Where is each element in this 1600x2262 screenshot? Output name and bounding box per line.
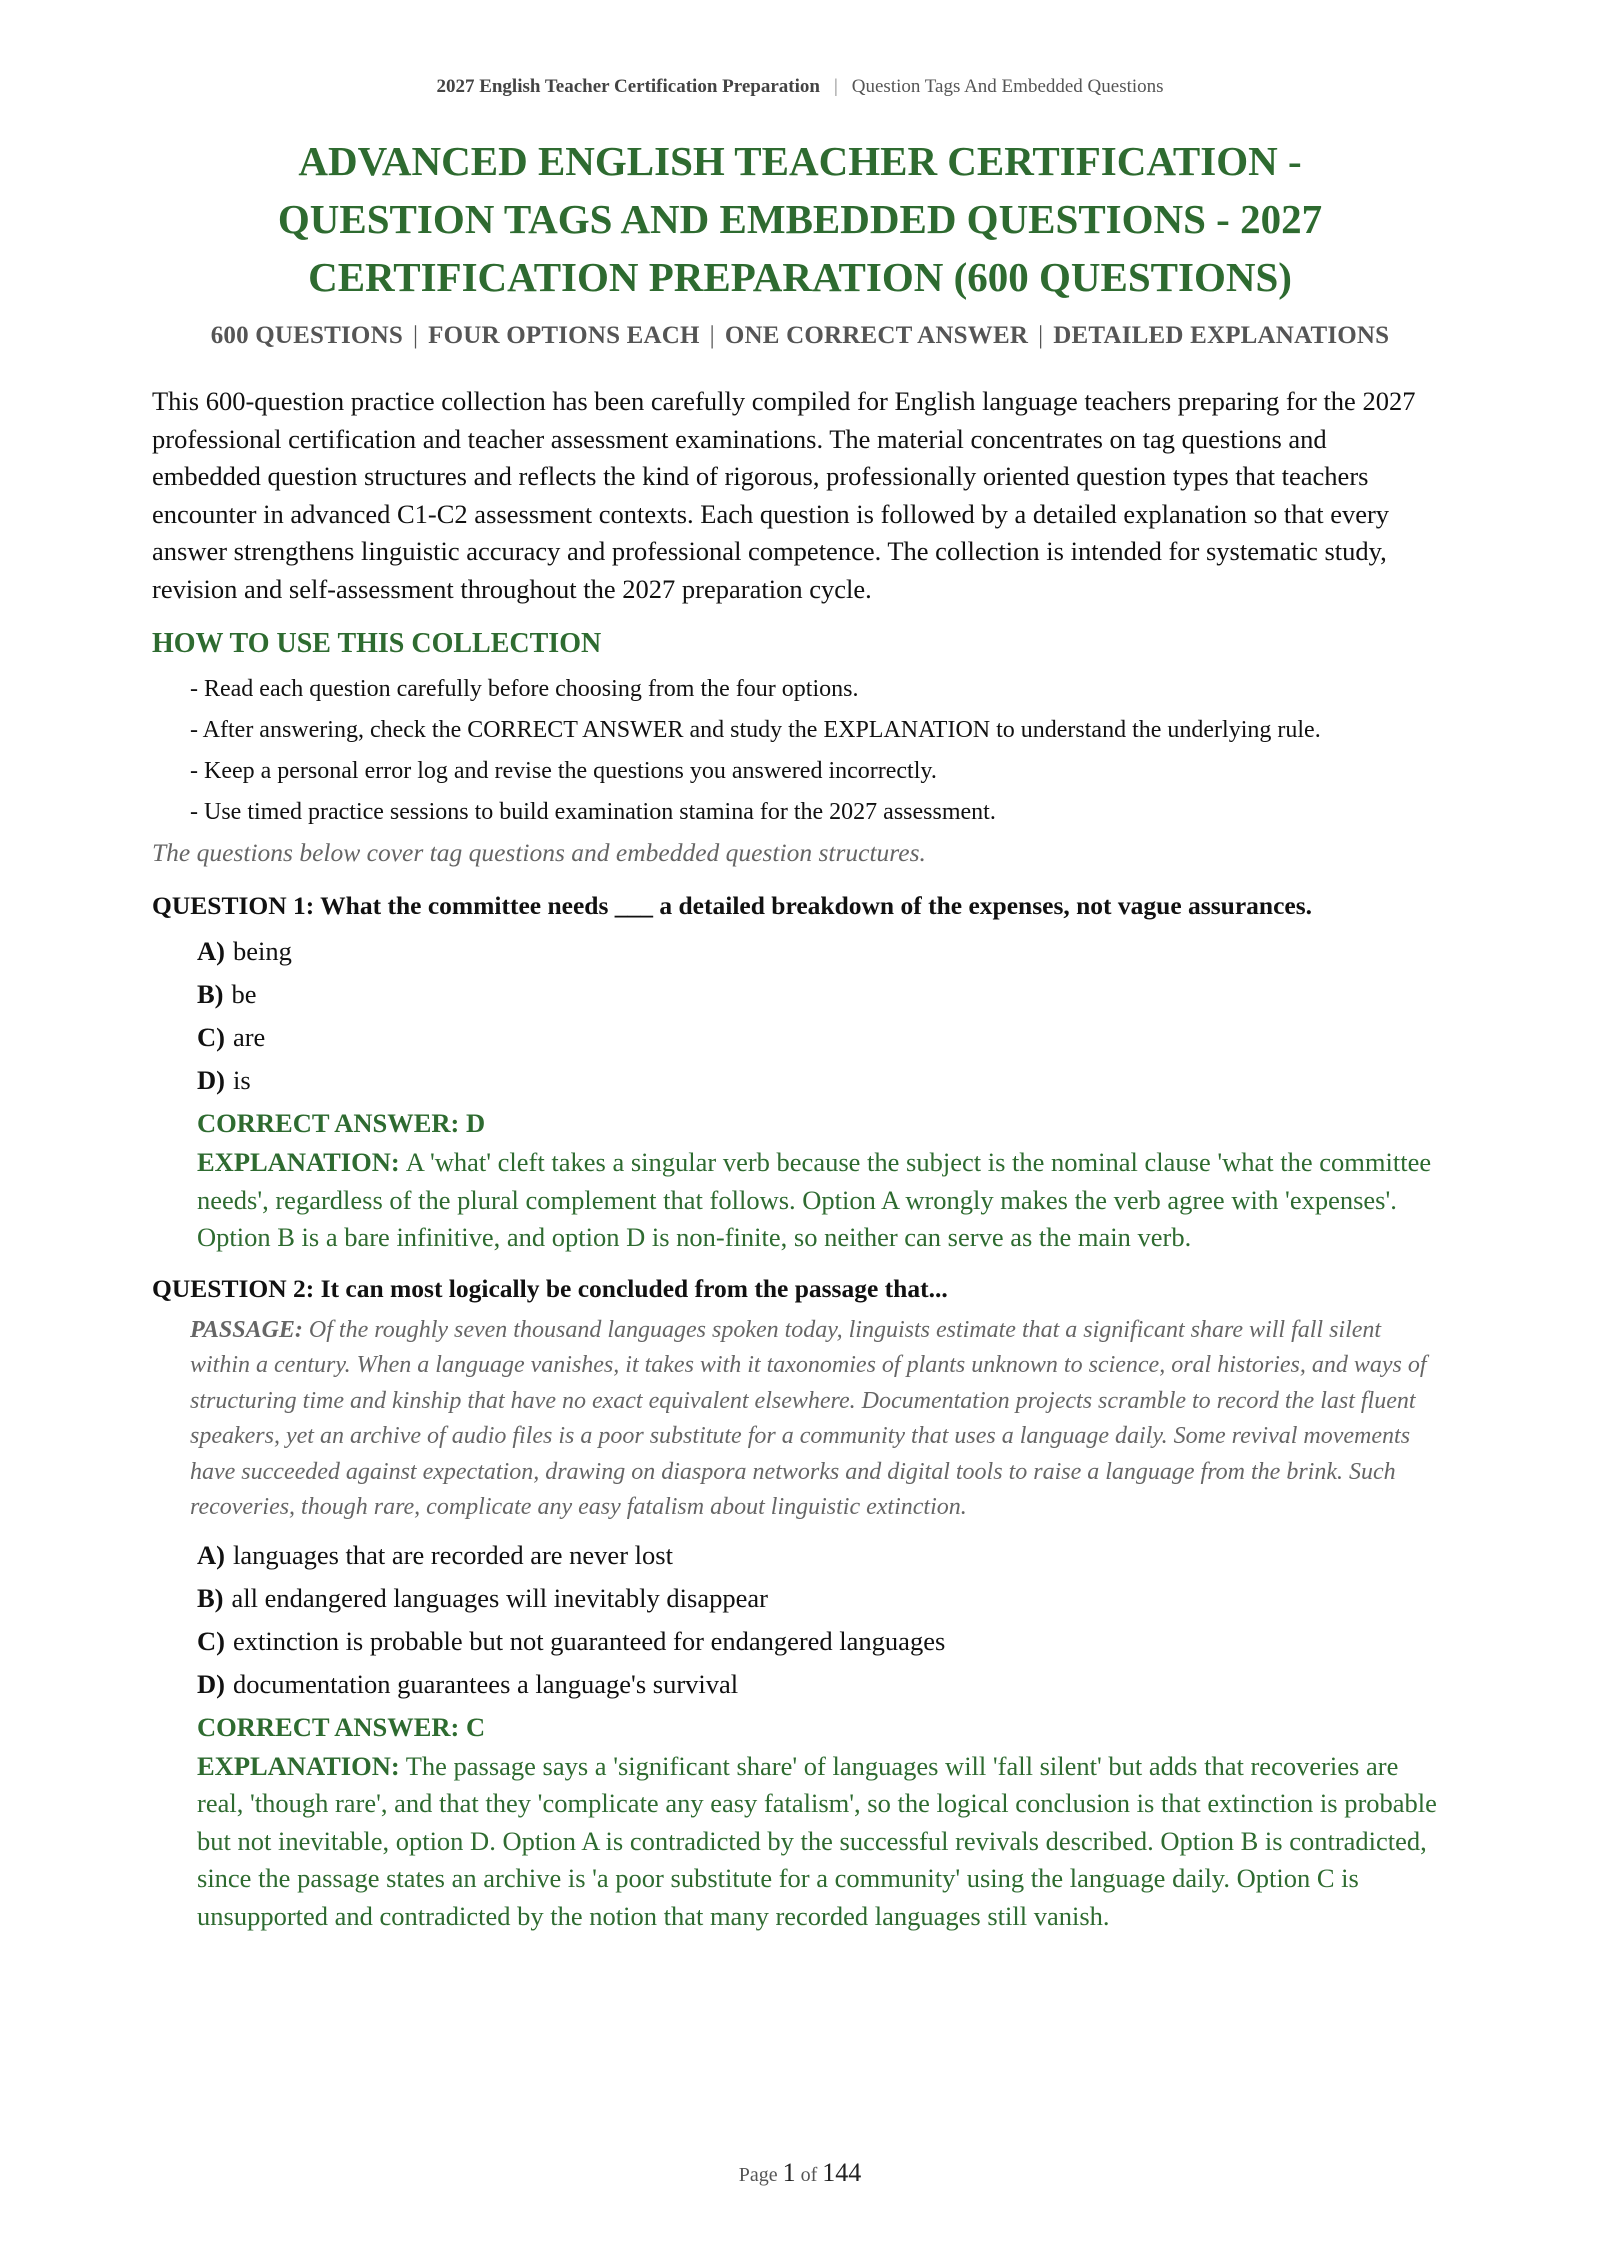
option-text: being	[232, 936, 292, 966]
list-item: - Read each question carefully before choosing from the four options.	[190, 676, 859, 702]
header-document-title: 2027 English Teacher Certification Preparation	[436, 76, 820, 97]
main-content	[152, 383, 1442, 1949]
page-title: ADVANCED ENGLISH TEACHER CERTIFICATION - QUESTION TAGS AND EMBEDDED QUESTIONS - 2027 CERTIFICATION PREPARATION (600 QUESTIONS)	[277, 138, 1323, 300]
passage-text: Of the roughly seven thousand languages spoken today, linguists estimate that a significant share will fall silent within a century. When a language vanishes, it takes with it taxonomies of plants unknown to science, oral histories, and ways of structuring time and kinship that have no exact equivalent elsewhere. Documentation projects scramble to record the last fluent speakers, yet an archive of audio files is a poor substitute for a community that uses a language daily. Some revival movements have succeeded against expectation, drawing on diaspora networks and digital tools to raise a language from the brink. Such recoveries, though rare, complicate any easy fatalism about linguistic extinction.	[190, 1316, 1427, 1520]
subtitle-item: FOUR OPTIONS EACH	[428, 322, 700, 349]
option-d[interactable]	[197, 1663, 1442, 1706]
footer-page-number: 1	[782, 2158, 796, 2187]
running-header	[0, 76, 1600, 98]
explanation	[197, 1748, 1442, 1936]
option-letter: B)	[197, 979, 224, 1009]
option-text: be	[231, 979, 257, 1009]
how-to-use-list	[152, 672, 1442, 829]
question-heading: QUESTION 2: It can most logically be concluded from the passage that...	[152, 1273, 948, 1303]
explanation-label: EXPLANATION:	[197, 1750, 400, 1781]
option-text: extinction is probable but not guaranteed for endangered languages	[232, 1625, 946, 1656]
option-a[interactable]	[197, 930, 1442, 973]
subtitle-separator: |	[709, 322, 715, 349]
explanation-label: EXPLANATION:	[197, 1147, 400, 1177]
explanation-text: A 'what' cleft takes a singular verb because the subject is the nominal clause 'what the committee needs', regardless of the plural complement that follows. Option A wrongly makes the verb agree with 'expenses'. Option B is a bare infinitive, and option D is non-finite, so neither can serve as the main verb.	[197, 1147, 1432, 1252]
coverage-note: The questions below cover tag questions and embedded question structures.	[152, 838, 926, 867]
option-text: documentation guarantees a language's survival	[232, 1668, 739, 1699]
option-text: all endangered languages will inevitably disappear	[231, 1582, 768, 1613]
explanation-text: The passage says a 'significant share' of languages will 'fall silent' but adds that recoveries are real, 'though rare', and that they 'complicate any easy fatalism', so the logical conclusion is that extinction is probable but not inevitable, option D. Option A is contradicted by the successful revivals described. Option B is contradicted, since the passage states an archive is 'a poor substitute for a community' using the language daily. Option C is unsupported and contradicted by the notion that many recorded languages still vanish.	[197, 1750, 1437, 1931]
list-item: - Keep a personal error log and revise the questions you answered incorrectly.	[190, 758, 937, 784]
subtitle-item: 600 QUESTIONS	[210, 322, 403, 349]
option-text: are	[232, 1022, 266, 1052]
option-letter: D)	[197, 1668, 225, 1699]
answer-options	[197, 1534, 1442, 1706]
option-c[interactable]	[197, 1620, 1442, 1663]
option-letter: B)	[197, 1582, 224, 1613]
reading-passage	[190, 1313, 1442, 1526]
intro-paragraph: This 600-question practice collection has been carefully compiled for English language teachers preparing for the 2027 professional certification and teacher assessment examinations. The material concentrates on tag questions and embedded question structures and reflects the kind of rigorous, professionally oriented question types that teachers encounter in advanced C1-C2 assessment contexts. Each question is followed by a detailed explanation so that every answer strengthens linguistic accuracy and professional competence. The collection is intended for systematic study, revision and self-assessment throughout the 2027 preparation cycle.	[152, 386, 1416, 604]
option-b[interactable]	[197, 1577, 1442, 1620]
subtitle-separator: |	[412, 322, 419, 349]
header-section-name: Question Tags And Embedded Questions	[851, 76, 1164, 97]
option-letter: A)	[197, 1539, 225, 1570]
option-b[interactable]	[197, 973, 1442, 1016]
option-letter: A)	[197, 936, 225, 966]
question-block-2	[152, 1271, 1442, 1936]
subtitle-bar	[100, 322, 1500, 350]
answer-options	[197, 930, 1442, 1102]
page-footer	[0, 2158, 1600, 2188]
question-heading: QUESTION 1: What the committee needs ___ a detailed breakdown of the expenses, not vague assurances.	[152, 891, 1313, 920]
option-text: languages that are recorded are never lost	[232, 1539, 673, 1570]
question-block-1	[152, 888, 1442, 1257]
footer-of-word: of	[800, 2164, 818, 2186]
list-item: - Use timed practice sessions to build examination stamina for the 2027 assessment.	[190, 799, 996, 825]
correct-answer: CORRECT ANSWER: C	[197, 1711, 486, 1742]
option-c[interactable]	[197, 1016, 1442, 1059]
correct-answer: CORRECT ANSWER: D	[197, 1108, 486, 1138]
subtitle-item: DETAILED EXPLANATIONS	[1053, 322, 1390, 349]
subtitle-separator: |	[1038, 322, 1044, 349]
option-letter: C)	[197, 1022, 225, 1052]
how-to-use-heading: HOW TO USE THIS COLLECTION	[152, 628, 602, 659]
option-letter: D)	[197, 1065, 225, 1095]
option-text: is	[232, 1065, 251, 1095]
option-d[interactable]	[197, 1059, 1442, 1102]
header-separator: |	[833, 76, 838, 97]
subtitle-item: ONE CORRECT ANSWER	[724, 322, 1029, 349]
option-letter: C)	[197, 1625, 225, 1656]
option-a[interactable]	[197, 1534, 1442, 1577]
footer-page-word: Page	[738, 2164, 778, 2186]
footer-total-pages: 144	[822, 2158, 862, 2187]
list-item: - After answering, check the CORRECT ANSWER and study the EXPLANATION to understand the underlying rule.	[190, 717, 1321, 743]
passage-label: PASSAGE:	[190, 1316, 303, 1343]
explanation	[197, 1144, 1442, 1257]
